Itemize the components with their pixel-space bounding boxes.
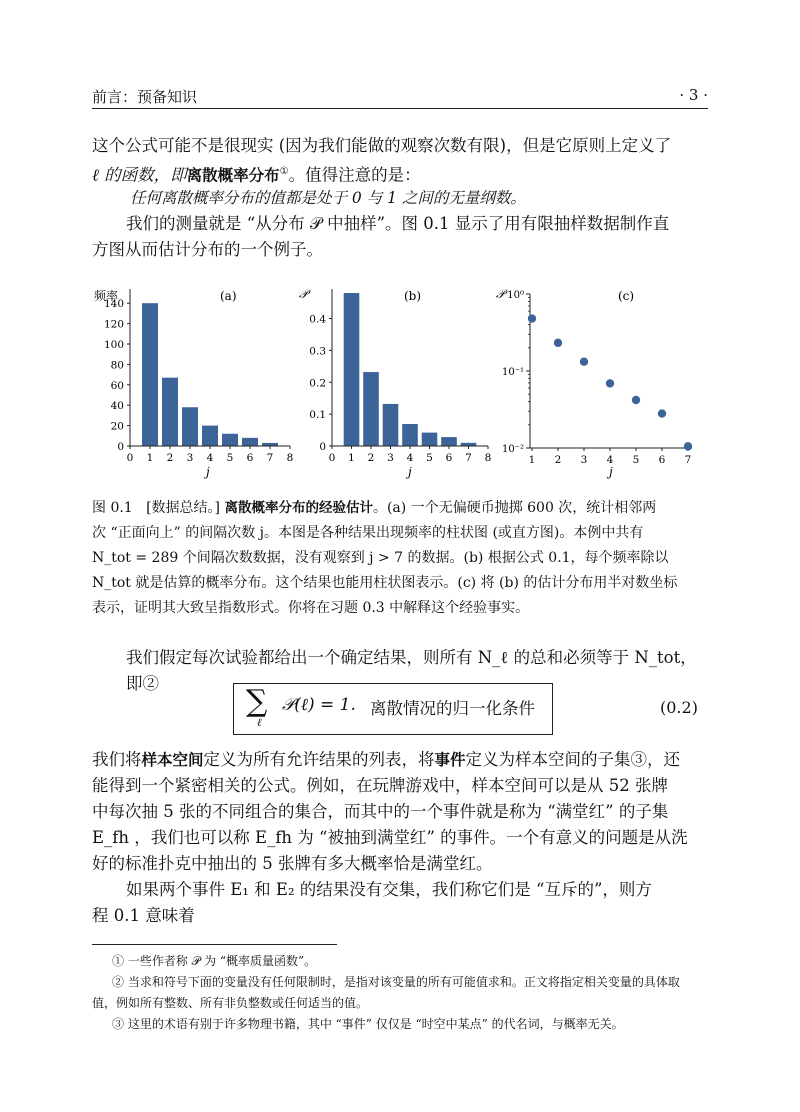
panel-a-x-tick-label: 1	[146, 452, 154, 464]
panel-c-y-tick-label: 10⁻²	[501, 444, 524, 455]
panel-a-x-tick-label: 5	[226, 452, 234, 464]
panel-a-y-tick-label: 140	[103, 298, 124, 311]
panel-a-x-tick-label: 3	[186, 452, 194, 464]
footnote-3: ③ 这里的术语有别于许多物理书籍，其中 “事件” 仅仅是 “时空中某点” 的代名词，与概率无关。	[112, 1017, 624, 1031]
para3-line4: E_fh ，我们也可以称 E_fh 为 “被抽到满堂红” 的事件。一个有意义的问题是从洗	[92, 828, 688, 847]
header-chapter-title: 前言：预备知识	[92, 88, 198, 106]
caption-line3: N_tot = 289 个间隔次数数据，没有观察到 j > 7 的数据。(b) 根据公式 0.1，每个频率除以	[92, 550, 669, 566]
panel-b-x-tick-label: 4	[406, 452, 414, 464]
para3-line1-a: 我们将	[92, 750, 142, 769]
equation-label: 离散情况的归一化条件	[370, 699, 535, 718]
panel-c-x-tick-label: 3	[580, 454, 588, 466]
panel-a-y-tick-label: 0	[117, 441, 124, 453]
panel-b-label: (b)	[404, 289, 422, 303]
panel-a-bar-5	[222, 434, 238, 446]
equation-box	[233, 683, 553, 735]
caption-line1	[92, 496, 708, 521]
caption-title: 离散概率分布的经验估计	[224, 500, 373, 516]
panel-b-xlabel: j	[408, 465, 412, 479]
panel-a-y-tick-label: 100	[103, 339, 124, 351]
panel-c-point-6	[658, 409, 666, 417]
panel-c-point-2	[554, 339, 562, 347]
panel-c-x-tick-label: 4	[606, 454, 614, 466]
panel-a-ylabel: 频率	[94, 289, 119, 303]
panel-c	[496, 287, 692, 479]
footnote-ref-1: ①	[279, 166, 289, 177]
panel-a-x-tick-label: 8	[286, 452, 294, 464]
panel-b-x-tick-label: 5	[426, 452, 433, 464]
panel-b-y-tick-label: 0.4	[309, 313, 326, 326]
panel-b-y-tick-label: 0.2	[309, 377, 326, 390]
panel-c-x-tick-label: 1	[528, 454, 536, 466]
equation-number: (0.2)	[660, 698, 698, 717]
caption-line4: N_tot 就是估算的概率分布。这个结果也能用柱状图表示。(c) 将 (b) 的估计分布用半对数坐标	[92, 575, 678, 591]
para1-line2-pre: ℓ 的函数，即	[92, 165, 187, 185]
panel-c-x-tick-label: 6	[658, 454, 666, 466]
panel-b-ylabel: 𝒫	[299, 287, 308, 301]
para3-line1-c: 定义为样本空间的子集③，还	[465, 750, 681, 769]
panel-c-point-3	[580, 358, 588, 366]
panel-a-y-tick-label: 40	[110, 400, 124, 413]
term-event: 事件	[434, 751, 466, 769]
panel-c-point-4	[606, 379, 614, 387]
panel-b-bar-6	[441, 437, 457, 446]
panel-a-x-tick-label: 4	[206, 452, 214, 464]
caption-text-1: 。(a) 一个无偏硬币抛掷 600 次，统计相邻两	[372, 500, 657, 516]
term-discrete-distribution: 离散概率分布	[186, 166, 280, 185]
panel-b-x-tick-label: 6	[445, 452, 453, 464]
footnote-rule	[92, 944, 337, 945]
para3-line1-b: 定义为所有允许结果的列表，将	[203, 750, 435, 769]
term-sample-space: 样本空间	[141, 751, 204, 769]
panel-b-y-tick-label: 0.3	[309, 345, 326, 358]
para3-line7: 程 0.1 意味着	[92, 906, 195, 925]
panel-a-y-tick-label: 60	[110, 379, 124, 392]
para1-line5: 方图从而估计分布的一个例子。	[92, 240, 323, 259]
panel-c-point-1	[528, 314, 536, 322]
panel-b-x-tick-label: 1	[348, 452, 355, 464]
para2: 我们假定每次试验都给出一个确定结果，则所有 N_ℓ 的总和必须等于 N_tot，即②	[126, 648, 697, 693]
key-statement: 任何离散概率分布的值都是处于 0 与 1 之间的无量纲数。	[130, 189, 526, 207]
caption-tag: [数据总结。]	[146, 500, 221, 516]
panel-c-label: (c)	[618, 289, 635, 303]
panel-a-x-tick-label: 2	[166, 452, 174, 464]
panel-b	[299, 287, 491, 479]
panel-a-label: (a)	[220, 289, 237, 303]
panel-c-point-7	[684, 442, 692, 450]
footnote-2-cont: 值，例如所有整数、所有非负整数或任何适当的值。	[92, 996, 369, 1010]
header-page-number: · 3 ·	[679, 86, 708, 104]
caption-number: 图 0.1	[92, 500, 133, 516]
panel-a	[94, 288, 293, 479]
para3-line3: 中每次抽 5 张的不同组合的集合，而其中的一个事件就是称为 “满堂红” 的子集	[92, 802, 669, 821]
panel-b-x-tick-label: 3	[387, 452, 394, 464]
panel-b-bar-4	[402, 424, 418, 446]
panel-a-y-tick-label: 80	[110, 359, 124, 372]
panel-a-x-tick-label: 6	[246, 452, 254, 464]
running-header	[92, 84, 708, 109]
panel-a-bar-4	[202, 426, 218, 446]
figure-caption	[92, 496, 708, 621]
panel-c-point-5	[632, 396, 640, 404]
panel-a-bar-3	[182, 407, 198, 446]
panel-a-bar-1	[142, 303, 158, 446]
footnote-1: ① 一些作者称 𝒫 为 “概率质量函数”。	[112, 954, 317, 968]
para1-line1: 这个公式可能不是很现实 (因为我们能做的观察次数有限)，但是它原则上定义了	[92, 136, 672, 155]
panel-b-x-tick-label: 0	[328, 452, 336, 464]
panel-c-x-tick-label: 7	[684, 454, 692, 466]
equation-body: 𝒫(ℓ) = 1.	[282, 695, 356, 715]
panel-b-y-tick-label: 0.1	[309, 409, 326, 422]
panel-b-bar-2	[363, 372, 379, 446]
panel-a-x-tick-label: 0	[126, 452, 134, 464]
summation-symbol: ∑	[246, 684, 268, 719]
panel-b-x-tick-label: 2	[367, 452, 375, 464]
para3-line2: 能得到一个紧密相关的公式。例如，在玩牌游戏中，样本空间可以是从 52 张牌	[92, 776, 668, 795]
panel-c-x-tick-label: 2	[554, 454, 562, 466]
panel-c-y-tick-label: 10⁻¹	[501, 367, 524, 378]
para3-line5: 好的标准扑克中抽出的 5 张牌有多大概率恰是满堂红。	[92, 854, 493, 873]
para3-line1	[92, 747, 708, 773]
panel-b-bar-1	[344, 293, 360, 446]
panel-b-bar-5	[422, 433, 438, 446]
caption-line2: 次 “正面向上” 的间隔次数 j。本图是各种结果出现频率的柱状图 (或直方图)。本例中共有	[92, 525, 644, 541]
summation-index: ℓ	[257, 716, 262, 729]
para3-line6: 如果两个事件 E₁ 和 E₂ 的结果没有交集，我们称它们是 “互斥的”，则方	[126, 880, 652, 899]
footnote-2: ② 当求和符号下面的变量没有任何限制时，是指对该变量的所有可能值求和。正文将指定相关变量的具体取	[112, 975, 680, 989]
panel-a-bar-6	[242, 438, 258, 446]
panel-c-x-tick-label: 5	[632, 454, 640, 466]
panel-b-y-tick-label: 0	[319, 441, 326, 453]
para1-line2-post: 。值得注意的是：	[288, 165, 421, 185]
panel-a-bar-2	[162, 378, 178, 446]
figure-0-1	[92, 280, 708, 480]
panel-a-x-tick-label: 7	[266, 452, 274, 464]
panel-b-bar-3	[383, 404, 399, 446]
panel-c-y-tick-label: 10⁰	[507, 290, 524, 301]
panel-c-xlabel: j	[609, 465, 613, 479]
panel-b-x-tick-label: 8	[484, 452, 492, 464]
caption-line5: 表示，证明其大致呈指数形式。你将在习题 0.3 中解释这个经验事实。	[92, 600, 530, 616]
panel-a-y-tick-label: 120	[103, 318, 124, 331]
para1-line4: 我们的测量就是 “从分布 𝒫 中抽样”。图 0.1 显示了用有限抽样数据制作直	[126, 214, 670, 233]
panel-b-x-tick-label: 7	[465, 452, 472, 464]
panel-a-xlabel: j	[206, 465, 210, 479]
panel-c-ylabel: 𝒫	[496, 287, 505, 301]
panel-a-y-tick-label: 20	[110, 420, 124, 433]
